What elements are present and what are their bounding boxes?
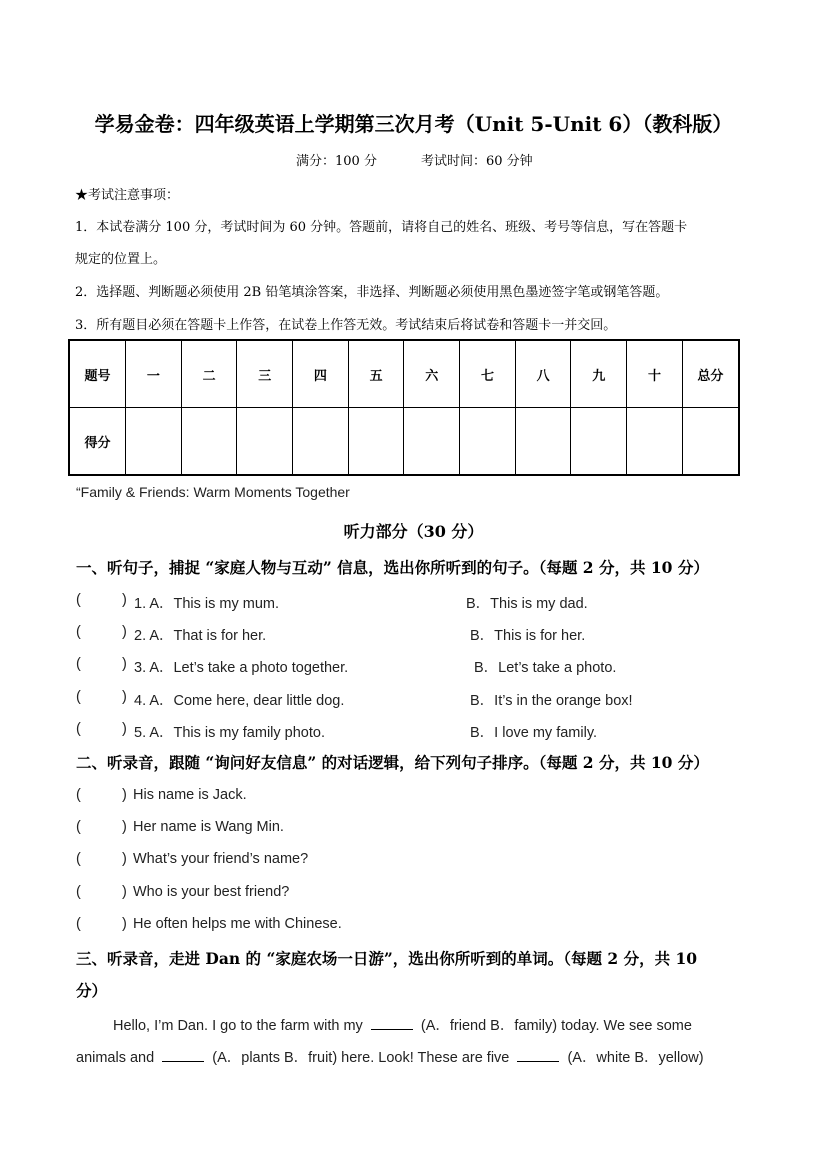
exam-theme: “Family & Friends: Warm Moments Together	[76, 484, 350, 500]
score-cell[interactable]	[571, 408, 627, 476]
option-a: 1. A．This is my mum.	[134, 596, 280, 612]
section-header: 听力部分（30 分）	[343, 522, 484, 541]
notice-line-3: 3．所有题目必须在答题卡上作答，在试卷上作答无效。考试结束后将试卷和答题卡一并交回。	[75, 318, 617, 333]
column-header: 二	[181, 340, 237, 408]
full-score: 满分：100 分	[296, 154, 377, 169]
passage-text: (A．friend B．family) today. We see some	[420, 1018, 692, 1034]
column-header: 十	[627, 340, 683, 408]
answer-paren-open[interactable]: (	[76, 656, 81, 672]
passage-text: Hello, I’m Dan. I go to the farm with my	[113, 1018, 363, 1034]
sentence: Her name is Wang Min.	[133, 819, 284, 835]
score-cell[interactable]	[404, 408, 460, 476]
column-header: 九	[571, 340, 627, 408]
answer-paren-close: )	[122, 721, 127, 737]
list-item	[0, 916, 827, 936]
answer-blank[interactable]	[162, 1049, 204, 1062]
row-label-question: 题号	[69, 340, 126, 408]
column-header: 六	[404, 340, 460, 408]
list-item	[0, 689, 827, 709]
table-row	[69, 340, 739, 408]
option-a: 4. A．Come here, dear little dog.	[134, 693, 345, 709]
column-header: 一	[126, 340, 182, 408]
list-item	[0, 656, 827, 676]
score-cell[interactable]	[460, 408, 516, 476]
passage-text: animals and	[76, 1050, 155, 1066]
score-cell[interactable]	[126, 408, 182, 476]
answer-paren-open[interactable]: (	[76, 624, 81, 640]
answer-paren-close: )	[122, 851, 127, 867]
list-item	[0, 721, 827, 741]
list-item	[0, 819, 827, 839]
list-item	[0, 787, 827, 807]
answer-paren-close: )	[122, 592, 127, 608]
score-cell[interactable]	[293, 408, 349, 476]
answer-paren-open[interactable]: (	[76, 592, 81, 608]
answer-blank[interactable]	[517, 1049, 559, 1062]
answer-paren-open[interactable]: (	[76, 819, 81, 835]
list-item	[0, 851, 827, 871]
part2-title: 二、听录音，跟随 “询问好友信息” 的对话逻辑，给下列句子排序。（每题 2 分，共 10 分）	[76, 753, 709, 772]
part1-title: 一、听句子，捕捉 “家庭人物与互动” 信息，选出你所听到的句子。（每题 2 分，共 10 分）	[76, 558, 709, 577]
notice-line-1a: 1．本试卷满分 100 分，考试时间为 60 分钟。答题前，请将自己的姓名、班级、考号等信息，写在答题卡	[75, 220, 688, 235]
answer-paren-open[interactable]: (	[76, 916, 81, 932]
answer-paren-close: )	[122, 787, 127, 803]
option-a: 3. A．Let’s take a photo together.	[134, 660, 349, 676]
sentence: Who is your best friend?	[133, 884, 290, 900]
option-b: B．Let’s take a photo.	[474, 660, 617, 676]
score-cell[interactable]	[181, 408, 237, 476]
notice-line-2: 2．选择题、判断题必须使用 2B 铅笔填涂答案，非选择、判断题必须使用黑色墨迹签字笔或钢笔答题。	[75, 285, 669, 300]
column-header: 五	[348, 340, 404, 408]
sentence: His name is Jack.	[133, 787, 247, 803]
page-title: 学易金卷：四年级英语上学期第三次月考（Unit 5-Unit 6）（教科版）	[94, 112, 733, 136]
list-item	[0, 884, 827, 904]
answer-paren-open[interactable]: (	[76, 884, 81, 900]
option-b: B．This is for her.	[470, 628, 586, 644]
column-header: 七	[460, 340, 516, 408]
answer-paren-close: )	[122, 916, 127, 932]
option-b: B．It’s in the orange box!	[470, 693, 633, 709]
score-cell-total[interactable]	[682, 408, 739, 476]
answer-paren-close: )	[122, 884, 127, 900]
answer-paren-open[interactable]: (	[76, 787, 81, 803]
exam-info	[296, 150, 533, 169]
score-table	[68, 339, 740, 476]
answer-blank[interactable]	[371, 1017, 413, 1030]
list-item	[0, 592, 827, 612]
row-label-score: 得分	[69, 408, 126, 476]
answer-paren-close: )	[122, 689, 127, 705]
score-cell[interactable]	[348, 408, 404, 476]
answer-paren-close: )	[122, 624, 127, 640]
table-row	[69, 408, 739, 476]
sentence: He often helps me with Chinese.	[133, 916, 342, 932]
part3-title-line1: 三、听录音，走进 Dan 的 “家庭农场一日游”，选出你所听到的单词。（每题 2 分，共 10	[76, 949, 698, 968]
list-item	[0, 624, 827, 644]
column-header: 八	[515, 340, 571, 408]
column-header-total: 总分	[682, 340, 739, 408]
exam-time: 考试时间：60 分钟	[420, 154, 533, 169]
sentence: What’s your friend’s name?	[133, 851, 309, 867]
option-b: B．This is my dad.	[466, 596, 588, 612]
answer-paren-close: )	[122, 819, 127, 835]
option-a: 5. A．This is my family photo.	[134, 725, 325, 741]
passage-line-1	[113, 1014, 692, 1035]
passage-line-2	[76, 1046, 704, 1067]
score-cell[interactable]	[515, 408, 571, 476]
answer-paren-open[interactable]: (	[76, 721, 81, 737]
answer-paren-close: )	[122, 656, 127, 672]
option-b: B．I love my family.	[470, 725, 598, 741]
column-header: 四	[293, 340, 349, 408]
score-cell[interactable]	[237, 408, 293, 476]
passage-text: (A．white B．yellow)	[567, 1050, 704, 1066]
passage-text: (A．plants B．fruit) here. Look! These are five	[212, 1050, 510, 1066]
column-header: 三	[237, 340, 293, 408]
notice-line-1b: 规定的位置上。	[75, 252, 167, 267]
option-a: 2. A．That is for her.	[134, 628, 267, 644]
part3-title-line2: 分）	[76, 981, 108, 1000]
notice-heading: ★考试注意事项：	[75, 188, 180, 203]
answer-paren-open[interactable]: (	[76, 689, 81, 705]
answer-paren-open[interactable]: (	[76, 851, 81, 867]
score-cell[interactable]	[627, 408, 683, 476]
